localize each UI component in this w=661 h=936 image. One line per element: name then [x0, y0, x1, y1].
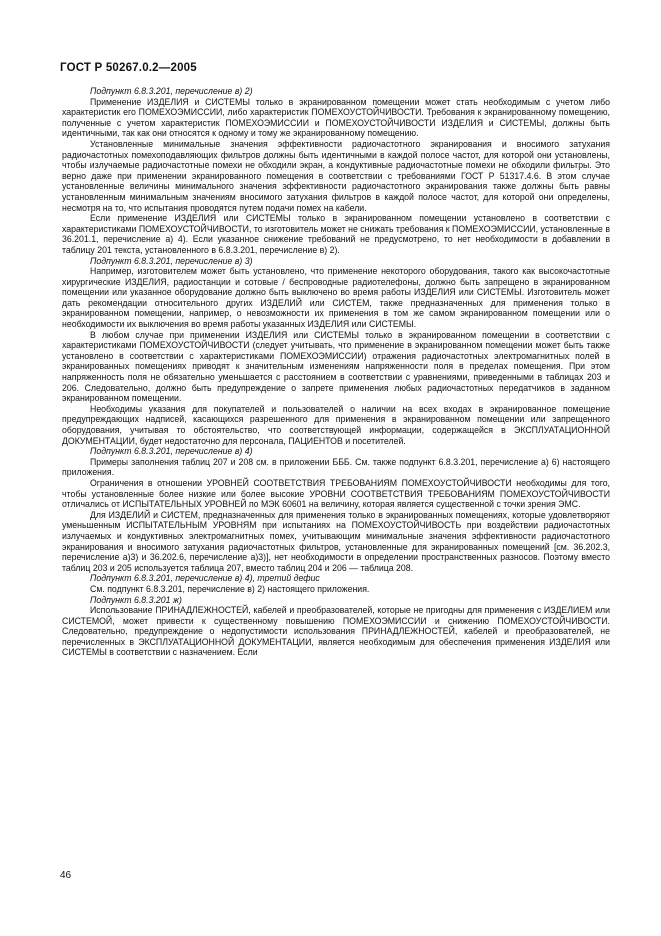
body-paragraph: Если применение ИЗДЕЛИЯ или СИСТЕМЫ только в экранированном помещении установлено в соответствии с характеристиками ПОМЕХОУСТОЙЧИВОСТИ, то изготовитель может не снижать требования к ПОМЕХОЭМИССИИ, установленные в 36.201.1, перечисление а) 4). Если указанное снижение требований не предусмотрено, то нет необходимости в добавлении в таблицу 201 текста, установленного в 6.8.3.201, перечисление в) 2). — [62, 213, 610, 255]
subclause-heading: Подпункт 6.8.3.201, перечисление в) 3) — [90, 255, 253, 266]
subclause-heading: Подпункт 6.8.3.201 ж) — [90, 594, 182, 605]
document-header: ГОСТ Р 50267.0.2—2005 — [60, 62, 197, 74]
body-paragraph: Применение ИЗДЕЛИЯ и СИСТЕМЫ только в экранированном помещении может стать необходимым с учетом либо характеристик его ПОМЕХОЭМИССИИ, либо характеристик ПОМЕХОУСТОЙЧИВОСТИ. Требования к экранированному помещению, полученные с учетом характеристик ПОМЕХОЭМИССИИ и ПОМЕХОУСТОЙЧИВОСТИ ИЗДЕЛИЯ и СИСТЕМЫ, должны быть идентичными, так как они относятся к одному и тому же экранированному помещению. — [62, 96, 610, 139]
subclause-heading: Подпункт 6.8.3.201, перечисление в) 4) — [90, 446, 253, 457]
subclause-heading: Подпункт 6.8.3.201, перечисление в) 2) — [90, 86, 253, 96]
body-paragraph: Для ИЗДЕЛИЙ и СИСТЕМ, предназначенных для применения только в экранированных помещениях, которые удовлетворяют уменьшенным ИСПЫТАТЕЛЬНЫМ УРОВНЯМ при испытаниях на ПОМЕХОУСТОЙЧИВОСТЬ при воздействии радиочастотных излучаемых и кондуктивных электромагнитных помех, учитывающим минимальные значения эффективности радиочастотного экранирования и вносимого затухания радиочастотных фильтров, установленные для экранированных помещений [см. 36.202.3, перечисление а)3) и 36.202.6, перечисление а)3)], нет необходимости в определении пространственных разносов. Поэтому вместо таблиц 203 и 205 используется таблица 207, вместо таблиц 204 и 206 — таблица 208. — [62, 509, 610, 573]
body-paragraph: См. подпункт 6.8.3.201, перечисление в) 2) настоящего приложения. — [90, 583, 370, 594]
body-paragraph: Ограничения в отношении УРОВНЕЙ СООТВЕТСТВИЯ ТРЕБОВАНИЯМ ПОМЕХОУСТОЙЧИВОСТИ необходимы для того, чтобы установленные более низкие или более высокие УРОВНИ СООТВЕТСТВИЯ ТРЕБОВАНИЯМ ПОМЕХОУСТОЙЧИВОСТИ отличались от ИСПЫТАТЕЛЬНЫХ УРОВНЕЙ по МЭК 60601 на величину, которая является существенной с точки зрения ЭМС. — [62, 477, 610, 510]
body-paragraph: В любом случае при применении ИЗДЕЛИЯ или СИСТЕМЫ только в экранированном помещении в соответствии с характеристиками ПОМЕХОУСТОЙЧИВОСТИ (следует учитывать, что применение в экранированном помещении может быть также установлено в соответствии с характеристиками ПОМЕХОЭМИССИИ) отражения радиочастотных электромагнитных полей в экранированных помещениях приводят к значительным изменениям напряженности поля в пределах помещения. При этом напряженность поля не обязательно уменьшается с расстоянием в соответствии с уравнениями, приведенными в таблицах 203 и 206. Следовательно, должно быть предупреждение о запрете применения любых радиочастотных передатчиков в заданном экранированном помещении. — [62, 329, 610, 404]
body-paragraph: Установленные минимальные значения эффективности радиочастотного экранирования и вносимого затухания радиочастотных помехоподавляющих фильтров должны быть идентичными в каждой полосе частот, для которой они установлены, чтобы излучаемые радиочастотные помехи не обходили экран, а кондуктивные радиочастотные помехи не обходили фильтры. Это верно даже при применении экранированного помещения в соответствии с требованиями ГОСТ Р 51317.4.6. В этом случае установленные величины минимального значения эффективности радиочастотного экранирования также должны быть равны установленным минимальным значениям вносимого затухания фильтров в каждой полосе частот, для которой они определены, несмотря на то, что испытания проводятся путем подачи помех на кабели. — [62, 138, 610, 213]
body-paragraph: Необходимы указания для покупателей и пользователей о наличии на всех входах в экранированное помещение предупреждающих надписей, касающихся разрешенного для применения в экранированном помещении или запрещенного оборудования, учитывая то обстоятельство, что соответствующей информации, содержащейся в ЭКСПЛУАТАЦИОННОЙ ДОКУМЕНТАЦИИ, будет недостаточно для персонала, ПАЦИЕНТОВ и посетителей. — [62, 403, 610, 446]
page-number: 46 — [60, 870, 72, 881]
body-paragraph: Примеры заполнения таблиц 207 и 208 см. в приложении БББ. См. также подпункт 6.8.3.201, перечисление а) 6) настоящего приложения. — [62, 456, 610, 478]
document-body — [62, 86, 610, 658]
subclause-heading: Подпункт 6.8.3.201, перечисление в) 4), третий дефис — [90, 573, 320, 584]
body-paragraph: Например, изготовителем может быть установлено, что применение некоторого оборудования, такого как высокочастотные хирургические ИЗДЕЛИЯ, радиостанции и сотовые / беспроводные радиотелефоны, должно быть запрещено в экранированном помещении или указанное оборудование должно быть выключено во время работы ИЗДЕЛИЯ или СИСТЕМЫ. Изготовитель может дать рекомендации относительного других ИЗДЕЛИЙ или СИСТЕМ, также предназначенных для применения только в экранированном помещении, например, о невозможности их применения в том же самом экранированном помещении или о необходимости их выключения во время работы указанных ИЗДЕЛИЯ или СИСТЕМЫ. — [62, 266, 610, 330]
body-paragraph: Использование ПРИНАДЛЕЖНОСТЕЙ, кабелей и преобразователей, которые не пригодны для применения с ИЗДЕЛИЕМ или СИСТЕМОЙ, может привести к существенному повышению ПОМЕХОЭМИССИИ и снижению ПОМЕХОУСТОЙЧИВОСТИ. Следовательно, предупреждение о недопустимости использования ПРИНАДЛЕЖНОСТЕЙ, кабелей и преобразователей, не перечисленных в ЭКСПЛУАТАЦИОННОЙ ДОКУМЕНТАЦИИ, является необходимым для обеспечения применения ИЗДЕЛИЯ или СИСТЕМЫ в соответствии с назначением. Если — [62, 605, 610, 658]
